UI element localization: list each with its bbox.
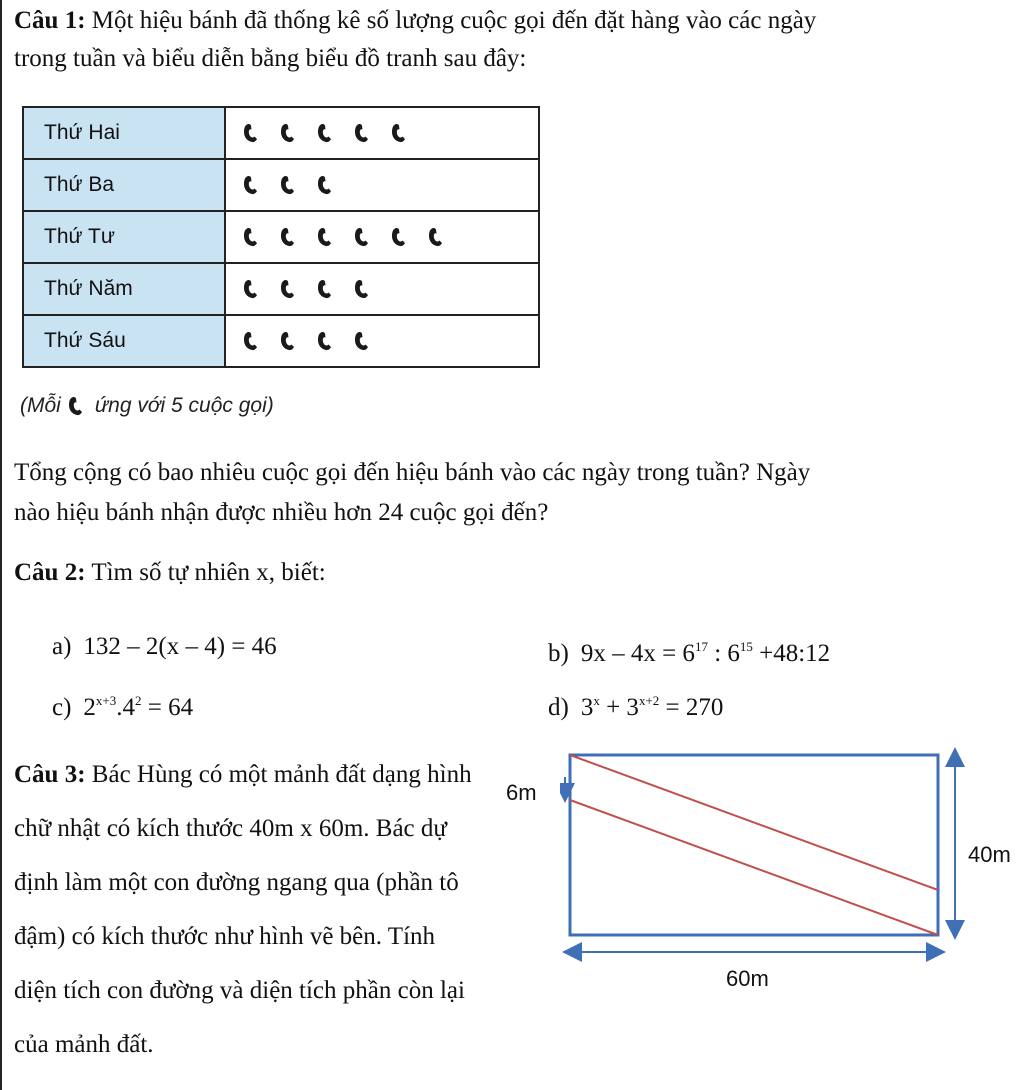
land-diagram [560, 745, 1000, 975]
phone-icon [316, 226, 336, 248]
pictograph-legend: (Mỗi ứng với 5 cuộc gọi) [20, 394, 274, 417]
phone-icon [242, 330, 262, 352]
phone-icon [242, 174, 262, 196]
day-label: Thứ Tư [23, 211, 225, 263]
pictograph-row [23, 107, 539, 159]
phone-icon [67, 395, 87, 417]
pictograph-table [22, 106, 540, 368]
phone-icon [279, 174, 299, 196]
label-6m: 6m [506, 780, 537, 805]
phone-icon [242, 278, 262, 300]
day-label: Thứ Năm [23, 263, 225, 315]
q2-eq-b: b) $9x - 4x = 6^{17}$ : $6^{15}$ +48:12 [548, 639, 831, 667]
phone-icon [242, 226, 262, 248]
phone-icon [279, 278, 299, 300]
phone-icon [353, 330, 373, 352]
phone-icon-cell [225, 263, 539, 315]
phone-icon [390, 226, 410, 248]
q2-eq-d: d) $3^x + 3^{x+2} = 270$ [548, 693, 724, 721]
pictograph-row [23, 315, 539, 367]
phone-icon [316, 330, 336, 352]
phone-icon-cell [225, 107, 539, 159]
phone-icon-cell [225, 159, 539, 211]
phone-icon [316, 122, 336, 144]
day-label: Thứ Sáu [23, 315, 225, 367]
q3-text: Câu 3: Bác Hùng có một mảnh đất dạng hình chữ nhật có kích thước 40m x 60m. Bác dự định làm một con đường ngang qua (phần tô đậm) có kích thước như hình vẽ bên. Tính diện tích con đường và diện tích phần còn lại của mảnh đất. [14, 761, 472, 1058]
phone-icon [316, 174, 336, 196]
phone-icon [279, 226, 299, 248]
phone-icon [279, 122, 299, 144]
day-label: Thứ Ba [23, 159, 225, 211]
phone-icon [242, 122, 262, 144]
phone-icon [390, 122, 410, 144]
q2-eq-c: c) $2^{x+3}.4^2 = 64$ [52, 693, 194, 721]
phone-icon-cell [225, 211, 539, 263]
phone-icon [353, 122, 373, 144]
phone-icon [427, 226, 447, 248]
q2-eq-a: a) 132 – 2(x – 4) = 46 [52, 633, 277, 660]
q1-line2: trong tuần và biểu diễn bằng biểu đồ tranh sau đây: [14, 45, 527, 72]
q1-line1: Câu 1: Một hiệu bánh đã thống kê số lượng cuộc gọi đến đặt hàng vào các ngày [14, 7, 817, 34]
phone-icon [316, 278, 336, 300]
pictograph-row [23, 211, 539, 263]
q2-heading: Câu 2: Tìm số tự nhiên x, biết: [14, 559, 326, 586]
land-rectangle [570, 755, 938, 935]
pictograph-row [23, 263, 539, 315]
label-60m: 60m [726, 966, 769, 991]
q1-question-line1: Tổng cộng có bao nhiêu cuộc gọi đến hiệu bánh vào các ngày trong tuần? Ngày [14, 459, 811, 486]
pictograph-row [23, 159, 539, 211]
day-label: Thứ Hai [23, 107, 225, 159]
label-40m: 40m [968, 842, 1011, 867]
q1-question-line2: nào hiệu bánh nhận được nhiều hơn 24 cuộc gọi đến? [14, 499, 549, 526]
phone-icon [279, 330, 299, 352]
phone-icon [353, 226, 373, 248]
phone-icon-cell [225, 315, 539, 367]
phone-icon [353, 278, 373, 300]
